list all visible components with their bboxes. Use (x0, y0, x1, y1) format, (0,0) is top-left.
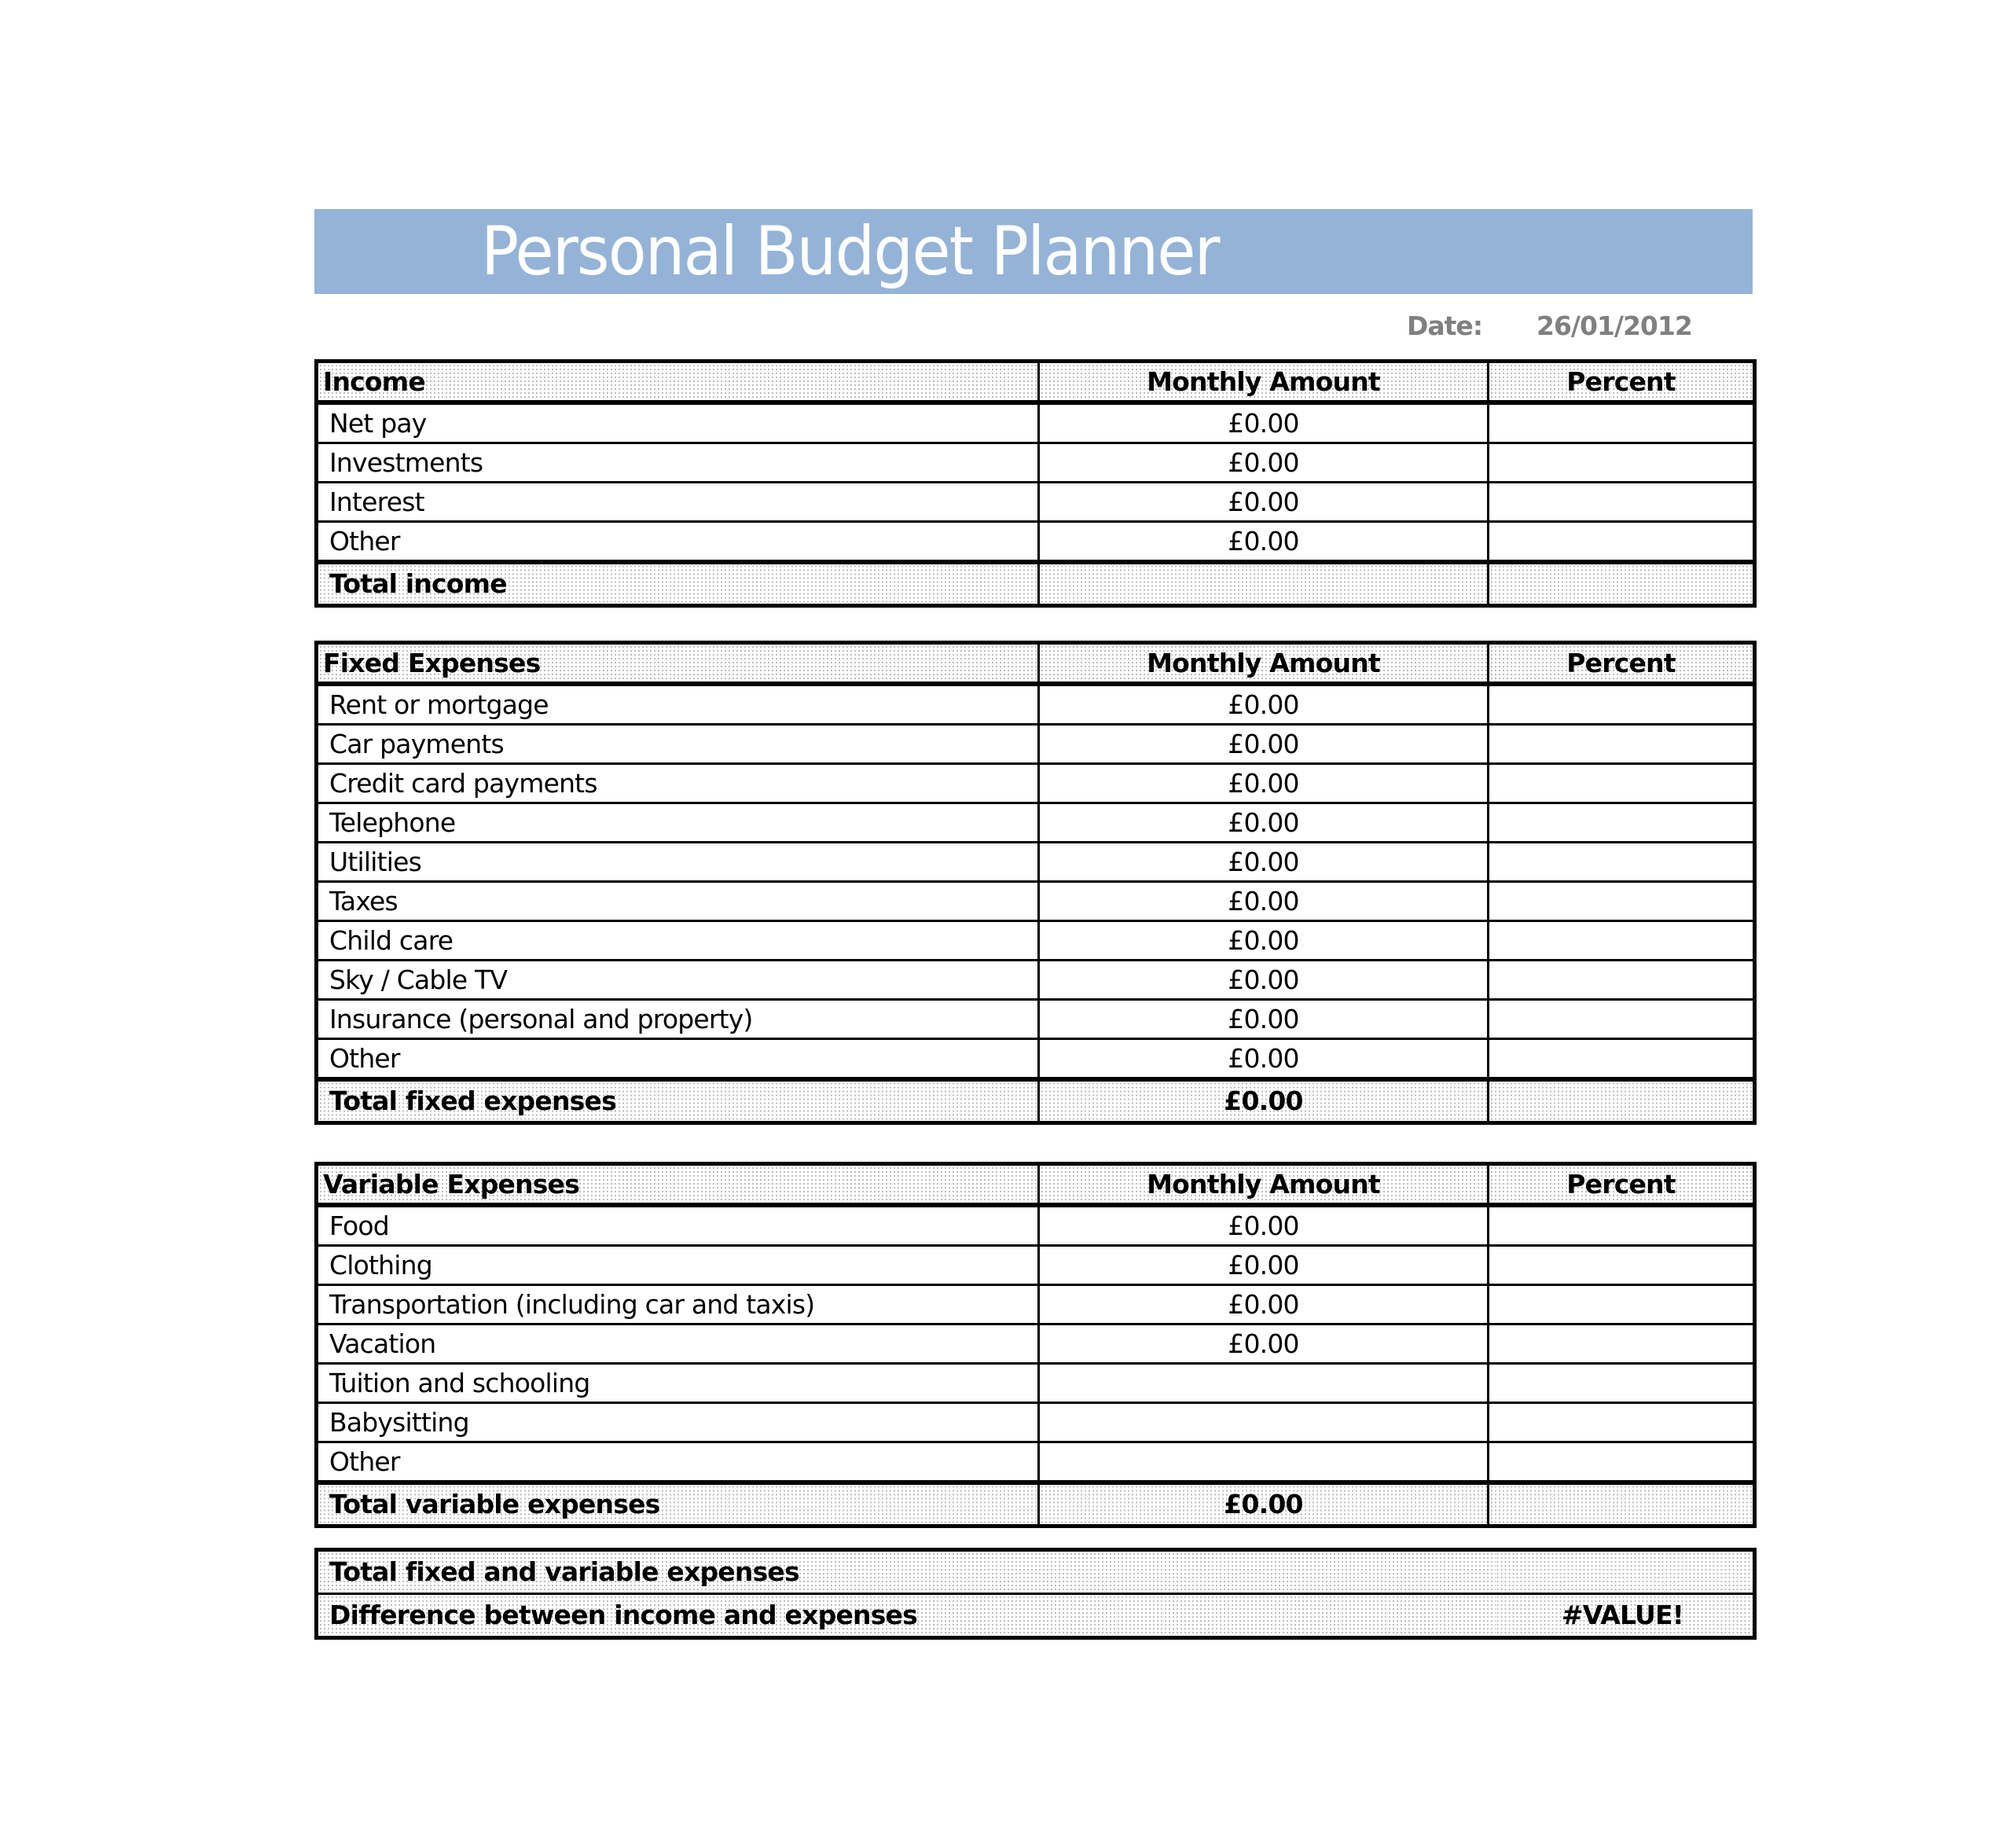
fixed-total-row (317, 1079, 1755, 1123)
table-row (317, 1403, 1755, 1442)
amount-cell[interactable] (1039, 1403, 1489, 1442)
row-label[interactable]: Transportation (including car and taxis) (317, 1285, 1039, 1324)
income-total-row (317, 562, 1755, 606)
row-label[interactable]: Child care (317, 921, 1039, 961)
row-label[interactable]: Interest (317, 483, 1039, 522)
row-label[interactable]: Car payments (317, 725, 1039, 764)
row-label[interactable]: Clothing (317, 1246, 1039, 1285)
table-row (317, 1364, 1755, 1403)
percent-column-header: Percent (1489, 1164, 1755, 1206)
fixed-header-label: Fixed Expenses (317, 643, 1039, 685)
total-fixed-amount[interactable]: £0.00 (1039, 1079, 1489, 1123)
percent-cell[interactable] (1489, 921, 1755, 961)
table-row (317, 1039, 1755, 1080)
amount-cell[interactable] (1039, 1442, 1489, 1483)
total-income-percent[interactable] (1489, 562, 1755, 606)
row-label[interactable]: Rent or mortgage (317, 684, 1039, 725)
amount-column-header: Monthly Amount (1039, 1164, 1489, 1206)
percent-cell[interactable] (1489, 764, 1755, 803)
variable-header-label: Variable Expenses (317, 1164, 1039, 1206)
percent-cell[interactable] (1489, 1205, 1755, 1246)
percent-cell[interactable] (1489, 483, 1755, 522)
percent-column-header: Percent (1489, 362, 1755, 403)
amount-cell[interactable]: £0.00 (1039, 1285, 1489, 1324)
table-row (317, 921, 1755, 961)
date-label: Date: (1407, 310, 1483, 341)
variable-total-row (317, 1482, 1755, 1527)
amount-cell[interactable]: £0.00 (1039, 1246, 1489, 1285)
total-expenses-value[interactable] (1496, 1550, 1755, 1594)
percent-cell[interactable] (1489, 1324, 1755, 1364)
amount-cell[interactable]: £0.00 (1039, 1000, 1489, 1039)
percent-cell[interactable] (1489, 1039, 1755, 1080)
fixed-header-row (317, 643, 1755, 685)
percent-cell[interactable] (1489, 1285, 1755, 1324)
income-table (314, 359, 1757, 608)
amount-cell[interactable]: £0.00 (1039, 803, 1489, 843)
table-row (317, 803, 1755, 843)
table-row (317, 961, 1755, 1000)
table-row (317, 522, 1755, 563)
difference-value[interactable]: #VALUE! (1496, 1594, 1755, 1638)
percent-cell[interactable] (1489, 882, 1755, 921)
table-row (317, 402, 1755, 443)
date-value[interactable]: 26/01/2012 (1537, 310, 1692, 341)
percent-cell[interactable] (1489, 803, 1755, 843)
amount-cell[interactable]: £0.00 (1039, 725, 1489, 764)
difference-label: Difference between income and expenses (317, 1594, 1496, 1638)
total-fixed-percent[interactable] (1489, 1079, 1755, 1123)
row-label[interactable]: Other (317, 522, 1039, 563)
amount-cell[interactable]: £0.00 (1039, 483, 1489, 522)
amount-cell[interactable]: £0.00 (1039, 443, 1489, 483)
row-label[interactable]: Utilities (317, 843, 1039, 882)
amount-cell[interactable]: £0.00 (1039, 522, 1489, 563)
row-label[interactable]: Credit card payments (317, 764, 1039, 803)
table-row (317, 1000, 1755, 1039)
amount-cell[interactable]: £0.00 (1039, 921, 1489, 961)
total-variable-amount[interactable]: £0.00 (1039, 1482, 1489, 1527)
total-expenses-label: Total fixed and variable expenses (317, 1550, 1496, 1594)
variable-expenses-table (314, 1162, 1757, 1528)
table-row (317, 1285, 1755, 1324)
percent-cell[interactable] (1489, 1364, 1755, 1403)
total-income-label: Total income (317, 562, 1039, 606)
amount-cell[interactable]: £0.00 (1039, 843, 1489, 882)
row-label[interactable]: Vacation (317, 1324, 1039, 1364)
row-label[interactable]: Food (317, 1205, 1039, 1246)
variable-header-row (317, 1164, 1755, 1206)
amount-cell[interactable]: £0.00 (1039, 1039, 1489, 1080)
percent-cell[interactable] (1489, 1442, 1755, 1483)
table-row (317, 764, 1755, 803)
table-row (317, 483, 1755, 522)
title-banner (314, 209, 1753, 294)
summary-row-total-expenses (317, 1550, 1755, 1594)
amount-cell[interactable]: £0.00 (1039, 684, 1489, 725)
table-row (317, 1324, 1755, 1364)
row-label[interactable]: Sky / Cable TV (317, 961, 1039, 1000)
table-row (317, 843, 1755, 882)
table-row (317, 882, 1755, 921)
amount-cell[interactable]: £0.00 (1039, 764, 1489, 803)
total-variable-percent[interactable] (1489, 1482, 1755, 1527)
table-row (317, 443, 1755, 483)
amount-cell[interactable]: £0.00 (1039, 1324, 1489, 1364)
table-row (317, 684, 1755, 725)
page-title: Personal Budget Planner (481, 212, 1219, 291)
table-row (317, 1246, 1755, 1285)
amount-column-header: Monthly Amount (1039, 643, 1489, 685)
income-header-row (317, 362, 1755, 403)
row-label[interactable]: Telephone (317, 803, 1039, 843)
percent-cell[interactable] (1489, 843, 1755, 882)
row-label[interactable]: Other (317, 1442, 1039, 1483)
amount-cell[interactable]: £0.00 (1039, 882, 1489, 921)
percent-cell[interactable] (1489, 522, 1755, 563)
table-row (317, 1442, 1755, 1483)
row-label[interactable]: Other (317, 1039, 1039, 1080)
amount-column-header: Monthly Amount (1039, 362, 1489, 403)
fixed-expenses-table (314, 641, 1757, 1125)
percent-cell[interactable] (1489, 1246, 1755, 1285)
percent-cell[interactable] (1489, 1000, 1755, 1039)
total-income-amount[interactable] (1039, 562, 1489, 606)
table-row (317, 1205, 1755, 1246)
table-row (317, 725, 1755, 764)
percent-cell[interactable] (1489, 443, 1755, 483)
total-variable-label: Total variable expenses (317, 1482, 1039, 1527)
summary-row-difference (317, 1594, 1755, 1638)
percent-cell[interactable] (1489, 684, 1755, 725)
row-label[interactable]: Tuition and schooling (317, 1364, 1039, 1403)
percent-cell[interactable] (1489, 961, 1755, 1000)
row-label[interactable]: Babysitting (317, 1403, 1039, 1442)
row-label[interactable]: Taxes (317, 882, 1039, 921)
percent-cell[interactable] (1489, 725, 1755, 764)
summary-table (314, 1548, 1757, 1640)
income-header-label: Income (317, 362, 1039, 403)
amount-cell[interactable] (1039, 1364, 1489, 1403)
row-label[interactable]: Investments (317, 443, 1039, 483)
percent-cell[interactable] (1489, 1403, 1755, 1442)
total-fixed-label: Total fixed expenses (317, 1079, 1039, 1123)
row-label[interactable]: Net pay (317, 402, 1039, 443)
amount-cell[interactable]: £0.00 (1039, 961, 1489, 1000)
percent-column-header: Percent (1489, 643, 1755, 685)
row-label[interactable]: Insurance (personal and property) (317, 1000, 1039, 1039)
amount-cell[interactable]: £0.00 (1039, 1205, 1489, 1246)
amount-cell[interactable]: £0.00 (1039, 402, 1489, 443)
percent-cell[interactable] (1489, 402, 1755, 443)
